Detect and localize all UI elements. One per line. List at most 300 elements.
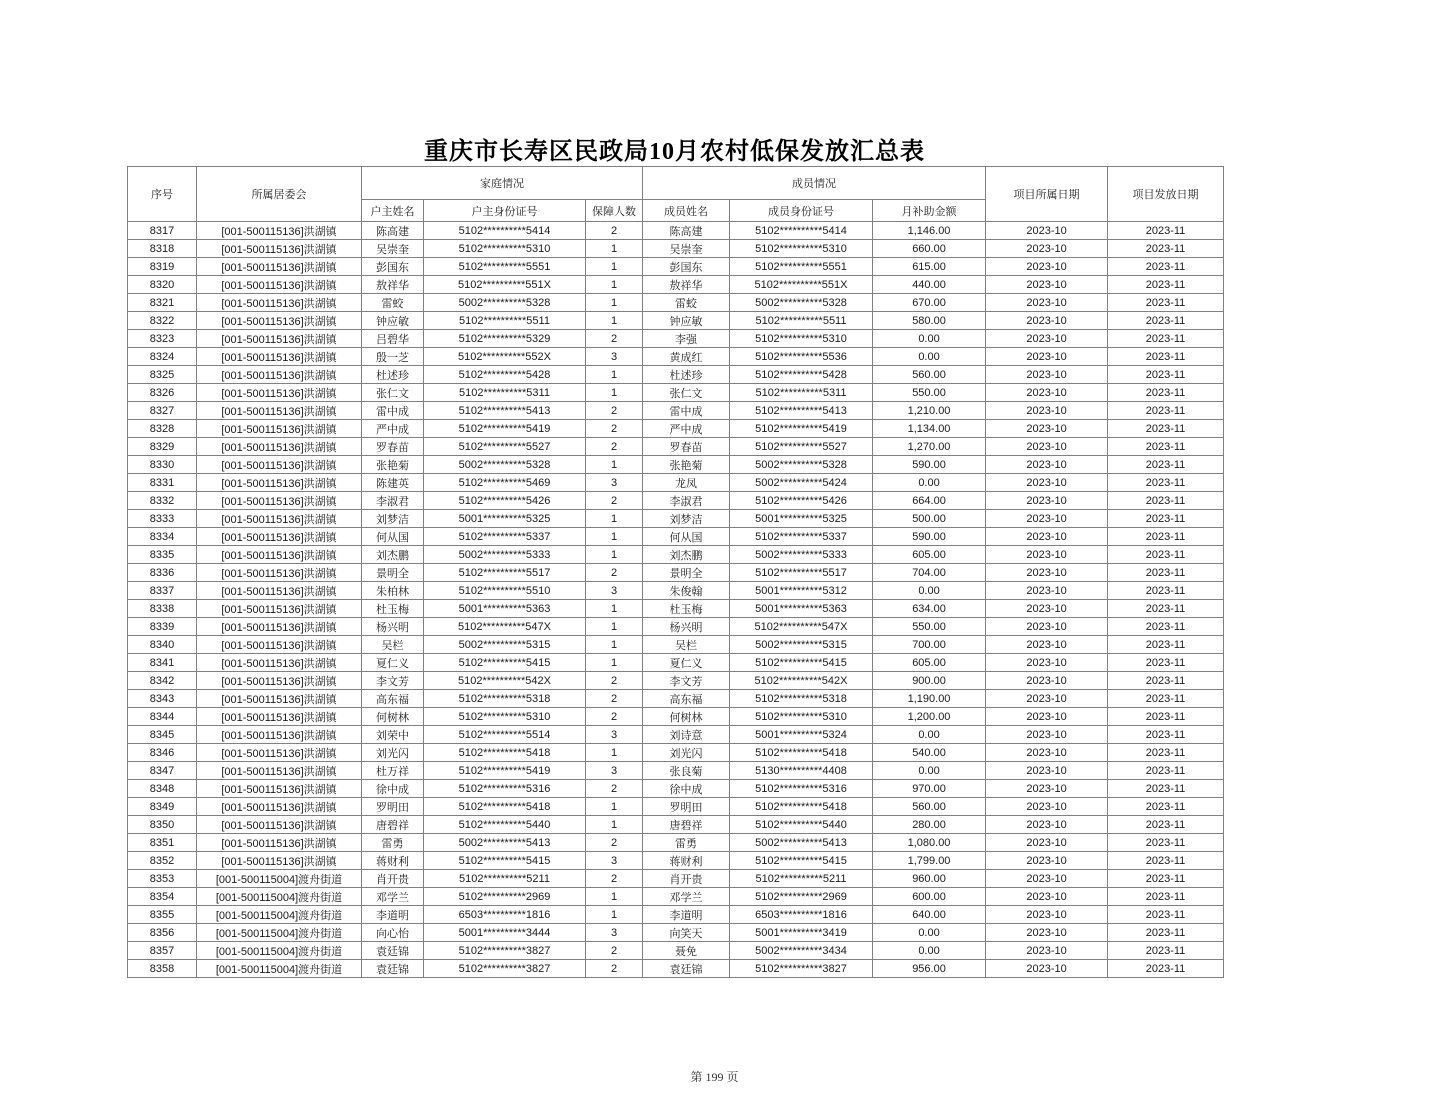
cell-monthly-amount: 0.00 [873,762,986,780]
page-number: 第 199 页 [690,1070,739,1084]
cell-issue-date: 2023-11 [1108,294,1224,312]
cell-serial: 8351 [128,834,197,852]
cell-member-name: 严中成 [643,420,730,438]
cell-head-name: 张艳菊 [362,456,424,474]
cell-issue-date: 2023-11 [1108,528,1224,546]
cell-member-id: 5102**********5414 [730,222,873,240]
cell-member-name: 刘梦洁 [643,510,730,528]
table-row [128,384,1224,402]
table-row [128,762,1224,780]
cell-member-id: 5102**********551X [730,276,873,294]
cell-project-date: 2023-10 [986,960,1108,978]
cell-project-date: 2023-10 [986,726,1108,744]
cell-protected-count: 2 [586,438,643,456]
cell-serial: 8318 [128,240,197,258]
cell-monthly-amount: 0.00 [873,474,986,492]
cell-head-id: 5001**********5363 [424,600,586,618]
cell-serial: 8354 [128,888,197,906]
cell-member-id: 5102**********5440 [730,816,873,834]
cell-head-name: 杜玉梅 [362,600,424,618]
cell-head-name: 肖开贵 [362,870,424,888]
cell-committee: [001-500115136]洪湖镇 [197,816,362,834]
cell-serial: 8342 [128,672,197,690]
cell-monthly-amount: 900.00 [873,672,986,690]
table-row [128,600,1224,618]
cell-serial: 8323 [128,330,197,348]
cell-project-date: 2023-10 [986,492,1108,510]
cell-committee: [001-500115004]渡舟街道 [197,870,362,888]
cell-head-name: 李道明 [362,906,424,924]
table-row [128,906,1224,924]
cell-head-id: 5102**********5551 [424,258,586,276]
table-body [128,222,1224,978]
cell-issue-date: 2023-11 [1108,942,1224,960]
table-row [128,816,1224,834]
cell-protected-count: 1 [586,276,643,294]
cell-member-name: 徐中成 [643,780,730,798]
cell-member-id: 5102**********5316 [730,780,873,798]
cell-project-date: 2023-10 [986,294,1108,312]
cell-project-date: 2023-10 [986,510,1108,528]
cell-serial: 8319 [128,258,197,276]
cell-committee: [001-500115136]洪湖镇 [197,618,362,636]
cell-project-date: 2023-10 [986,348,1108,366]
cell-project-date: 2023-10 [986,780,1108,798]
cell-head-name: 钟应敏 [362,312,424,330]
cell-protected-count: 2 [586,942,643,960]
cell-committee: [001-500115136]洪湖镇 [197,492,362,510]
cell-head-name: 邓学兰 [362,888,424,906]
cell-member-name: 钟应敏 [643,312,730,330]
cell-issue-date: 2023-11 [1108,510,1224,528]
cell-head-id: 5001**********3444 [424,924,586,942]
cell-project-date: 2023-10 [986,564,1108,582]
cell-monthly-amount: 1,190.00 [873,690,986,708]
cell-serial: 8327 [128,402,197,420]
cell-project-date: 2023-10 [986,528,1108,546]
cell-committee: [001-500115136]洪湖镇 [197,834,362,852]
cell-head-id: 5102**********5514 [424,726,586,744]
cell-member-id: 5130**********4408 [730,762,873,780]
cell-member-id: 5102**********542X [730,672,873,690]
cell-serial: 8343 [128,690,197,708]
cell-protected-count: 1 [586,240,643,258]
table-row [128,420,1224,438]
header-head-name: 户主姓名 [362,200,424,222]
cell-issue-date: 2023-11 [1108,834,1224,852]
cell-member-name: 吴栏 [643,636,730,654]
cell-head-name: 罗春苗 [362,438,424,456]
cell-monthly-amount: 0.00 [873,942,986,960]
cell-protected-count: 2 [586,330,643,348]
cell-head-id: 5102**********552X [424,348,586,366]
cell-protected-count: 1 [586,816,643,834]
cell-head-name: 吴崇奎 [362,240,424,258]
cell-project-date: 2023-10 [986,906,1108,924]
table-row [128,438,1224,456]
cell-protected-count: 1 [586,456,643,474]
cell-project-date: 2023-10 [986,672,1108,690]
cell-protected-count: 1 [586,294,643,312]
cell-member-id: 5102**********5311 [730,384,873,402]
cell-head-name: 朱柏林 [362,582,424,600]
table-header [128,167,1224,222]
cell-issue-date: 2023-11 [1108,780,1224,798]
cell-member-id: 5102**********5310 [730,708,873,726]
cell-issue-date: 2023-11 [1108,474,1224,492]
cell-monthly-amount: 1,134.00 [873,420,986,438]
cell-member-name: 彭国东 [643,258,730,276]
cell-issue-date: 2023-11 [1108,870,1224,888]
cell-serial: 8329 [128,438,197,456]
cell-serial: 8345 [128,726,197,744]
cell-serial: 8331 [128,474,197,492]
cell-serial: 8322 [128,312,197,330]
cell-head-name: 雷勇 [362,834,424,852]
cell-member-name: 敖祥华 [643,276,730,294]
cell-head-id: 5102**********5310 [424,240,586,258]
table-row [128,474,1224,492]
table-row [128,240,1224,258]
table-row [128,726,1224,744]
cell-committee: [001-500115136]洪湖镇 [197,726,362,744]
table-row [128,456,1224,474]
cell-protected-count: 1 [586,546,643,564]
cell-monthly-amount: 960.00 [873,870,986,888]
table-row [128,366,1224,384]
cell-head-id: 5102**********5418 [424,798,586,816]
cell-issue-date: 2023-11 [1108,888,1224,906]
cell-monthly-amount: 634.00 [873,600,986,618]
cell-member-name: 何树林 [643,708,730,726]
cell-monthly-amount: 0.00 [873,348,986,366]
cell-monthly-amount: 1,200.00 [873,708,986,726]
cell-monthly-amount: 670.00 [873,294,986,312]
cell-committee: [001-500115136]洪湖镇 [197,780,362,798]
cell-member-name: 李文芳 [643,672,730,690]
cell-protected-count: 1 [586,528,643,546]
cell-monthly-amount: 664.00 [873,492,986,510]
cell-monthly-amount: 580.00 [873,312,986,330]
header-serial: 序号 [128,167,197,222]
cell-monthly-amount: 550.00 [873,618,986,636]
cell-head-id: 5102**********5329 [424,330,586,348]
cell-member-name: 张艳菊 [643,456,730,474]
cell-member-id: 5001**********5312 [730,582,873,600]
cell-project-date: 2023-10 [986,222,1108,240]
cell-issue-date: 2023-11 [1108,744,1224,762]
cell-project-date: 2023-10 [986,888,1108,906]
cell-member-id: 5102**********5517 [730,564,873,582]
cell-monthly-amount: 280.00 [873,816,986,834]
cell-monthly-amount: 590.00 [873,528,986,546]
cell-project-date: 2023-10 [986,870,1108,888]
cell-member-name: 张仁文 [643,384,730,402]
cell-member-name: 吴崇奎 [643,240,730,258]
cell-project-date: 2023-10 [986,456,1108,474]
cell-head-id: 5102**********5419 [424,762,586,780]
cell-member-id: 5102**********5337 [730,528,873,546]
cell-protected-count: 1 [586,654,643,672]
cell-head-id: 5102**********5316 [424,780,586,798]
cell-protected-count: 1 [586,366,643,384]
cell-committee: [001-500115136]洪湖镇 [197,564,362,582]
cell-head-id: 5102**********5469 [424,474,586,492]
cell-member-name: 夏仁义 [643,654,730,672]
cell-member-id: 5102**********5211 [730,870,873,888]
cell-head-name: 吕碧华 [362,330,424,348]
table-row [128,834,1224,852]
cell-project-date: 2023-10 [986,798,1108,816]
table-row [128,798,1224,816]
cell-issue-date: 2023-11 [1108,420,1224,438]
cell-member-name: 杜述珍 [643,366,730,384]
cell-monthly-amount: 1,210.00 [873,402,986,420]
cell-committee: [001-500115136]洪湖镇 [197,330,362,348]
cell-member-id: 5102**********5428 [730,366,873,384]
cell-head-name: 吴栏 [362,636,424,654]
cell-committee: [001-500115136]洪湖镇 [197,384,362,402]
cell-head-name: 景明全 [362,564,424,582]
cell-head-name: 殷一芝 [362,348,424,366]
header-protected-count: 保障人数 [586,200,643,222]
cell-committee: [001-500115004]渡舟街道 [197,924,362,942]
cell-protected-count: 2 [586,492,643,510]
cell-issue-date: 2023-11 [1108,312,1224,330]
cell-head-id: 5102**********5414 [424,222,586,240]
cell-member-name: 邓学兰 [643,888,730,906]
cell-head-name: 杨兴明 [362,618,424,636]
cell-member-id: 5102**********5310 [730,330,873,348]
cell-member-id: 5102**********5536 [730,348,873,366]
cell-protected-count: 2 [586,708,643,726]
cell-issue-date: 2023-11 [1108,906,1224,924]
cell-protected-count: 3 [586,474,643,492]
cell-project-date: 2023-10 [986,438,1108,456]
cell-issue-date: 2023-11 [1108,258,1224,276]
cell-committee: [001-500115136]洪湖镇 [197,546,362,564]
cell-member-id: 5102**********5418 [730,744,873,762]
cell-head-id: 5102**********5510 [424,582,586,600]
cell-committee: [001-500115136]洪湖镇 [197,510,362,528]
cell-committee: [001-500115136]洪湖镇 [197,762,362,780]
cell-committee: [001-500115136]洪湖镇 [197,456,362,474]
cell-serial: 8347 [128,762,197,780]
cell-project-date: 2023-10 [986,474,1108,492]
cell-monthly-amount: 590.00 [873,456,986,474]
cell-head-id: 5102**********5527 [424,438,586,456]
cell-member-name: 朱俊翰 [643,582,730,600]
cell-member-name: 雷中成 [643,402,730,420]
cell-serial: 8344 [128,708,197,726]
cell-member-id: 5002**********5328 [730,294,873,312]
cell-head-id: 5002**********5328 [424,294,586,312]
table-row [128,294,1224,312]
cell-protected-count: 1 [586,906,643,924]
header-project-date: 项目所属日期 [986,167,1108,222]
cell-head-name: 陈建英 [362,474,424,492]
cell-head-id: 5102**********3827 [424,942,586,960]
cell-member-id: 5102**********2969 [730,888,873,906]
cell-member-id: 5002**********5333 [730,546,873,564]
table-row [128,636,1224,654]
cell-protected-count: 2 [586,960,643,978]
cell-member-name: 聂免 [643,942,730,960]
cell-head-id: 5102**********2969 [424,888,586,906]
cell-protected-count: 2 [586,222,643,240]
cell-member-id: 5102**********5551 [730,258,873,276]
cell-head-name: 刘光闪 [362,744,424,762]
cell-serial: 8338 [128,600,197,618]
cell-serial: 8348 [128,780,197,798]
cell-member-id: 5102**********5527 [730,438,873,456]
cell-head-name: 杜述珍 [362,366,424,384]
cell-protected-count: 1 [586,744,643,762]
table-row [128,402,1224,420]
cell-member-name: 陈高建 [643,222,730,240]
cell-protected-count: 1 [586,618,643,636]
cell-serial: 8339 [128,618,197,636]
cell-serial: 8355 [128,906,197,924]
cell-head-id: 5102**********5337 [424,528,586,546]
cell-issue-date: 2023-11 [1108,384,1224,402]
cell-protected-count: 1 [586,258,643,276]
cell-project-date: 2023-10 [986,312,1108,330]
cell-member-id: 5102**********5419 [730,420,873,438]
cell-committee: [001-500115136]洪湖镇 [197,744,362,762]
cell-member-id: 5102**********5418 [730,798,873,816]
cell-member-name: 唐碧祥 [643,816,730,834]
cell-serial: 8335 [128,546,197,564]
cell-project-date: 2023-10 [986,834,1108,852]
cell-committee: [001-500115136]洪湖镇 [197,600,362,618]
cell-committee: [001-500115004]渡舟街道 [197,942,362,960]
cell-project-date: 2023-10 [986,402,1108,420]
cell-member-name: 何从国 [643,528,730,546]
cell-issue-date: 2023-11 [1108,492,1224,510]
cell-project-date: 2023-10 [986,690,1108,708]
cell-member-name: 蒋财利 [643,852,730,870]
cell-head-id: 5102**********5517 [424,564,586,582]
cell-monthly-amount: 600.00 [873,888,986,906]
cell-member-id: 5102**********5415 [730,852,873,870]
cell-head-id: 5002**********5333 [424,546,586,564]
cell-project-date: 2023-10 [986,654,1108,672]
cell-head-name: 蒋财利 [362,852,424,870]
cell-issue-date: 2023-11 [1108,636,1224,654]
cell-member-name: 李强 [643,330,730,348]
table-row [128,258,1224,276]
cell-protected-count: 2 [586,834,643,852]
cell-head-name: 袁廷锦 [362,942,424,960]
cell-head-id: 5102**********5311 [424,384,586,402]
cell-monthly-amount: 0.00 [873,726,986,744]
cell-member-id: 5102**********5415 [730,654,873,672]
cell-head-name: 向心怡 [362,924,424,942]
cell-issue-date: 2023-11 [1108,276,1224,294]
page-title: 重庆市长寿区民政局10月农村低保发放汇总表 [424,139,925,165]
table-row [128,348,1224,366]
header-committee: 所属居委会 [197,167,362,222]
cell-serial: 8333 [128,510,197,528]
cell-member-id: 6503**********1816 [730,906,873,924]
cell-monthly-amount: 540.00 [873,744,986,762]
cell-head-id: 5102**********542X [424,672,586,690]
cell-project-date: 2023-10 [986,600,1108,618]
cell-member-id: 5002**********5424 [730,474,873,492]
cell-serial: 8336 [128,564,197,582]
cell-project-date: 2023-10 [986,744,1108,762]
cell-committee: [001-500115136]洪湖镇 [197,366,362,384]
cell-protected-count: 3 [586,348,643,366]
table-row [128,582,1224,600]
cell-protected-count: 1 [586,600,643,618]
cell-issue-date: 2023-11 [1108,546,1224,564]
cell-protected-count: 3 [586,582,643,600]
cell-protected-count: 1 [586,312,643,330]
cell-protected-count: 2 [586,870,643,888]
cell-member-name: 向笑天 [643,924,730,942]
cell-member-id: 5002**********3434 [730,942,873,960]
table-row [128,888,1224,906]
cell-issue-date: 2023-11 [1108,762,1224,780]
table-row [128,546,1224,564]
cell-issue-date: 2023-11 [1108,456,1224,474]
cell-head-name: 夏仁义 [362,654,424,672]
cell-head-name: 雷蛟 [362,294,424,312]
cell-issue-date: 2023-11 [1108,582,1224,600]
cell-committee: [001-500115136]洪湖镇 [197,474,362,492]
cell-head-id: 5102**********5426 [424,492,586,510]
cell-monthly-amount: 605.00 [873,654,986,672]
cell-serial: 8356 [128,924,197,942]
cell-protected-count: 2 [586,690,643,708]
cell-monthly-amount: 500.00 [873,510,986,528]
table-row [128,744,1224,762]
cell-serial: 8321 [128,294,197,312]
cell-project-date: 2023-10 [986,384,1108,402]
cell-project-date: 2023-10 [986,924,1108,942]
cell-serial: 8328 [128,420,197,438]
cell-monthly-amount: 0.00 [873,582,986,600]
header-issue-date: 项目发放日期 [1108,167,1224,222]
cell-head-id: 5102**********3827 [424,960,586,978]
cell-committee: [001-500115136]洪湖镇 [197,654,362,672]
table-row [128,312,1224,330]
table-row [128,330,1224,348]
cell-head-id: 5102**********5211 [424,870,586,888]
header-member-id: 成员身份证号 [730,200,873,222]
cell-issue-date: 2023-11 [1108,816,1224,834]
table-row [128,222,1224,240]
cell-serial: 8357 [128,942,197,960]
cell-issue-date: 2023-11 [1108,600,1224,618]
cell-monthly-amount: 704.00 [873,564,986,582]
cell-member-name: 肖开贵 [643,870,730,888]
cell-head-id: 5102**********5310 [424,708,586,726]
table-row [128,672,1224,690]
cell-member-id: 5001**********5325 [730,510,873,528]
table-row [128,618,1224,636]
cell-member-id: 5002**********5315 [730,636,873,654]
cell-serial: 8349 [128,798,197,816]
cell-committee: [001-500115004]渡舟街道 [197,888,362,906]
table-row [128,564,1224,582]
cell-head-name: 杜万祥 [362,762,424,780]
cell-member-name: 黄成红 [643,348,730,366]
cell-issue-date: 2023-11 [1108,960,1224,978]
table-row [128,924,1224,942]
